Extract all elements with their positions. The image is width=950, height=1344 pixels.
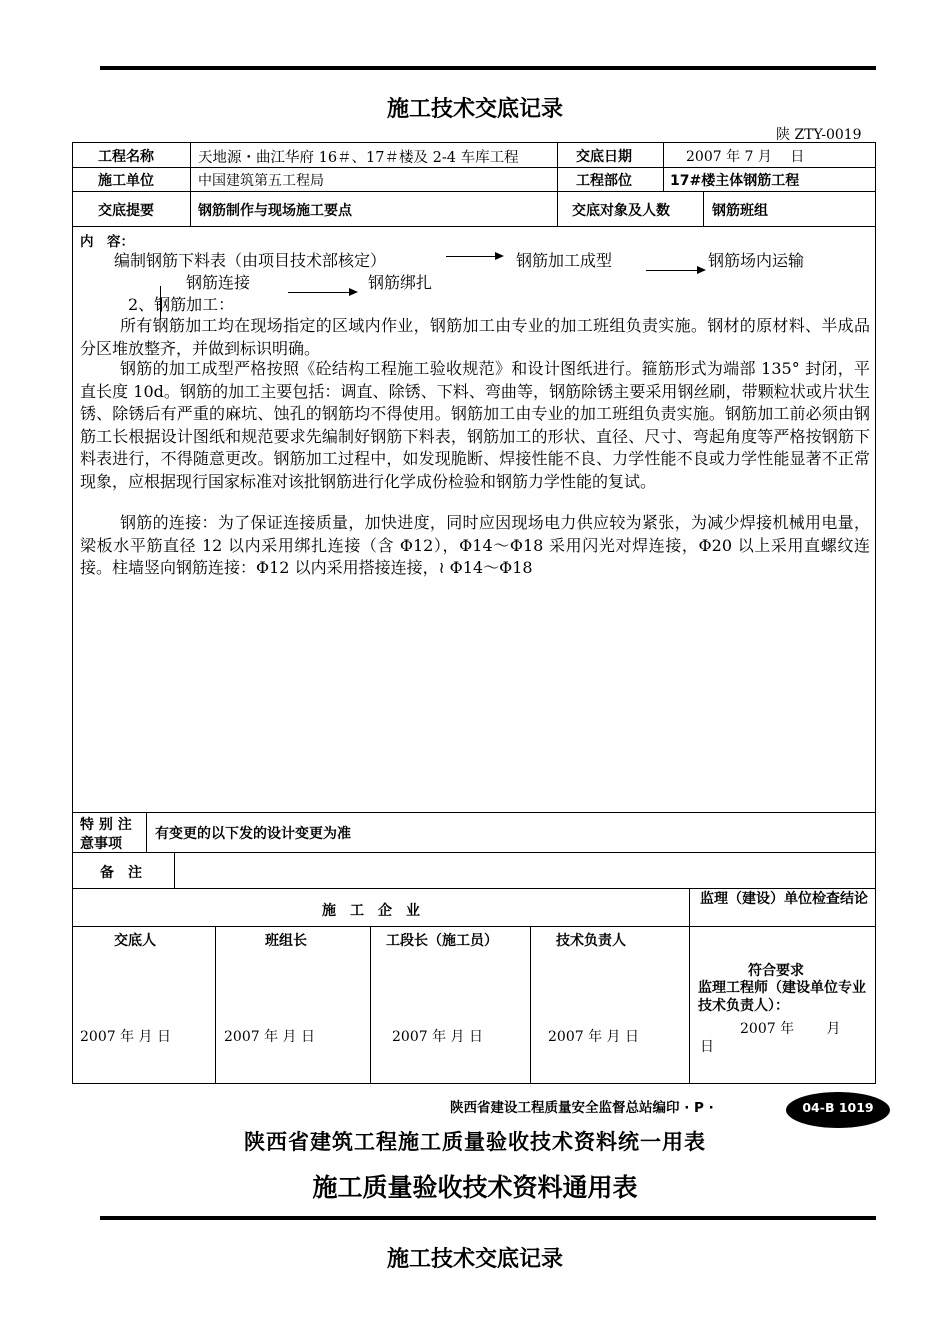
flow-step-3: 钢筋场内运输 bbox=[708, 251, 805, 270]
special-label-2: 意事项 bbox=[80, 836, 122, 852]
unit-value: 中国建筑第五工程局 bbox=[198, 173, 324, 189]
big-title-2: 施工质量验收技术资料通用表 bbox=[312, 1173, 638, 1202]
project-name-label: 工程名称 bbox=[98, 149, 154, 165]
flow-step-2: 钢筋加工成型 bbox=[516, 251, 613, 270]
summary-value: 钢筋制作与现场施工要点 bbox=[198, 203, 352, 219]
summary-label: 交底提要 bbox=[98, 203, 154, 219]
next-page-title: 施工技术交底记录 bbox=[386, 1247, 563, 1272]
content-paragraph-2: 钢筋的加工成型严格按照《砼结构工程施工验收规范》和设计图纸进行。箍筋形式为端部 135° 封闭，平直长度 10d。钢筋的加工主要包括：调直、除锈、下料、弯曲等，钢筋除锈主要采用钢丝刷，带颗粒状或片状生锈、除锈后有严重的麻坑、蚀孔的钢筋均不得使用。钢筋加工由专业的加工班组负责实施。钢筋加工前必须由钢筋工长根据设计图纸和规范要求先编制好钢筋下料表，钢筋加工的形状、直径、尺寸、弯起角度等严格按钢筋下料表进行，不得随意更改。钢筋加工过程中，如发现脆断、焊接性能不良、力学性能不良或力学性能显著不正常现象，应根据现行国家标准对该批钢筋进行化学成份检验和钢筋力学性能的复试。 bbox=[80, 359, 870, 491]
part-value: 17#楼主体钢筋工程 bbox=[670, 173, 800, 189]
signer-date-3: 2007 年 月 日 bbox=[392, 1029, 483, 1045]
target-value: 钢筋班组 bbox=[712, 203, 768, 219]
special-label-1: 特 别 注 bbox=[80, 817, 132, 833]
project-name-value: 天地源・曲江华府 16＃、17＃楼及 2-4 车库工程 bbox=[198, 150, 519, 166]
signer-date-1: 2007 年 月 日 bbox=[80, 1029, 171, 1045]
supervisor-date-2: 日 bbox=[700, 1039, 714, 1055]
part-label: 工程部位 bbox=[576, 173, 632, 189]
publisher-text: 陕西省建设工程质量安全监督总站编印 · P · bbox=[450, 1100, 714, 1116]
special-value: 有变更的以下发的设计变更为准 bbox=[155, 826, 351, 842]
flow-step-5: 钢筋绑扎 bbox=[368, 273, 433, 292]
engineer-label: 监理工程师（建设单位专业技术负责人）： bbox=[698, 980, 866, 1014]
doc-title: 施工技术交底记录 bbox=[386, 97, 563, 122]
content-label: 内 容： bbox=[80, 234, 134, 250]
flow-step-4: 钢筋连接 bbox=[186, 273, 251, 292]
doc-code: 陕 ZTY-0019 bbox=[776, 127, 862, 143]
signer-title-1: 交底人 bbox=[114, 933, 156, 949]
supervisor-label: 监理（建设）单位检查结论 bbox=[700, 891, 868, 907]
signer-title-4: 技术负责人 bbox=[556, 933, 626, 949]
unit-label: 施工单位 bbox=[98, 173, 154, 189]
supervisor-date-1: 2007 年 月 bbox=[740, 1021, 841, 1037]
conclusion-text: 符合要求 bbox=[748, 963, 804, 979]
date-value: 2007 年 7 月 日 bbox=[686, 149, 805, 165]
big-title-1: 陕西省建筑工程施工质量验收技术资料统一用表 bbox=[244, 1130, 706, 1154]
flow-arrow-icon bbox=[646, 270, 704, 271]
date-label: 交底日期 bbox=[576, 149, 632, 165]
form-number-text: 04-B 1019 bbox=[802, 1100, 874, 1115]
signer-date-4: 2007 年 月 日 bbox=[548, 1029, 639, 1045]
bottom-rule bbox=[100, 1216, 876, 1220]
signer-title-3: 工段长（施工员） bbox=[386, 933, 498, 949]
flow-arrow-icon bbox=[288, 292, 356, 293]
flow-arrow-icon bbox=[446, 256, 502, 257]
content-paragraph-3: 钢筋的连接：为了保证连接质量，加快进度，同时应因现场电力供应较为紧张，为减少焊接机械用电量，梁板水平筋直径 12 以内采用绑扎连接（含 Φ12），Φ14～Φ18 采用闪光对焊连接，Φ20 以上采用直螺纹连接。柱墙竖向钢筋连接：Φ12 以内采用搭接连接，≀ Φ14～Φ18 bbox=[80, 513, 870, 577]
signer-date-2: 2007 年 月 日 bbox=[224, 1029, 315, 1045]
target-label: 交底对象及人数 bbox=[572, 203, 670, 219]
signer-title-2: 班组长 bbox=[265, 933, 307, 949]
content-paragraph-1: 所有钢筋加工均在现场指定的区域内作业，钢筋加工由专业的加工班组负责实施。钢材的原材料、半成品分区堆放整齐，并做到标识明确。 bbox=[80, 316, 870, 358]
remark-label: 备 注 bbox=[100, 865, 142, 881]
flow-step-1: 编制钢筋下料表（由项目技术部核定） bbox=[114, 251, 387, 270]
section-2-heading: 2、钢筋加工： bbox=[128, 295, 235, 314]
enterprise-label: 施 工 企 业 bbox=[322, 903, 420, 919]
top-rule bbox=[100, 66, 876, 70]
